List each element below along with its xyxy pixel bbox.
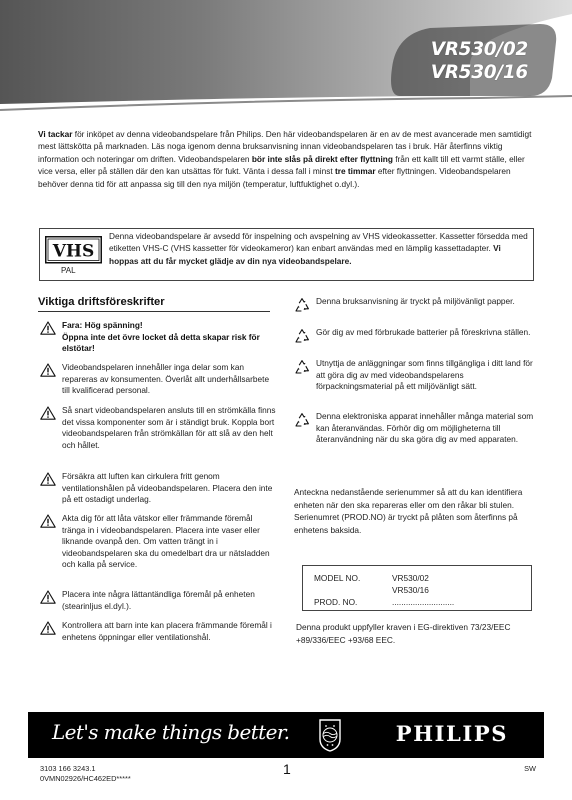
warning-triangle-icon — [40, 621, 56, 635]
intro-paragraph — [38, 128, 534, 190]
prod-no-value: ........................... — [392, 597, 455, 607]
safety-item-text: Akta dig för att låta vätskor eller främmande föremål tränga in i videobandspelaren. Placera inte vaser eller liknande ovanpå den. Om vatten trängt in i videobandspelaren ska du omedelbart dra ur nätsladden och kalla på service. — [62, 513, 270, 570]
intro-bold-3: tre timmar — [335, 166, 376, 177]
vhs-info-box — [39, 228, 534, 281]
intro-bold-1: Vi tackar — [38, 129, 73, 139]
footer-band — [28, 712, 544, 758]
pal-label: PAL — [61, 266, 76, 275]
intro-bold-2: bör inte slås på direkt efter flyttning — [251, 153, 393, 164]
warning-triangle-icon — [40, 590, 56, 604]
ec-directive-note: Denna produkt uppfyller kraven i EG-direktiven 73/23/EEC +89/336/EEC +93/68 EEC. — [296, 622, 511, 645]
page-number: 1 — [283, 761, 291, 777]
recycle-icon — [294, 297, 310, 313]
model-title-line2: VR530/16 — [430, 62, 528, 83]
warning-triangle-icon — [40, 472, 56, 486]
vhs-description — [109, 230, 529, 267]
warning-triangle-icon — [40, 321, 56, 335]
safety-item-text: Så snart videobandspelaren ansluts till en strömkälla finns det vissa komponenter som är i ständigt bruk. Koppla bort videobandspelaren från strömkällan för att slå av den helt och hållet. — [62, 405, 276, 450]
philips-brand: PHILIPS — [395, 721, 508, 746]
intro-text-3: efter flyttningen. Videobandspelaren behöver denna tid för att anpassa sig till den nya miljön (temperatur, luftfuktighet o.dyl.). — [38, 166, 511, 189]
warning-triangle-icon — [40, 514, 56, 528]
philips-slogan: Let's make things better. — [52, 720, 290, 744]
safety-heading: Viktiga driftsföreskrifter — [38, 296, 270, 312]
recycle-icon — [294, 328, 310, 344]
language-code: SW — [524, 764, 536, 773]
environment-item-text: Utnyttja de anläggningar som finns tillgängliga i ditt land för att göra dig av med videobandspelarens förpackningsmaterial på ett miljövänligt sätt. — [316, 358, 533, 392]
model-no-value-1: VR530/02 — [392, 573, 429, 583]
vhs-logo-text: VHS — [52, 241, 95, 262]
environment-item-text: Gör dig av med förbrukade batterier på föreskrivna ställen. — [316, 327, 531, 337]
recycle-icon — [294, 359, 310, 375]
vhs-bold-text: Vi hoppas att du får mycket glädje av din nya videobandspelare. — [109, 243, 501, 266]
model-no-label: MODEL NO. — [314, 573, 361, 583]
safety-item-text: Kontrollera att barn inte kan placera främmande föremål i enhetens öppningar eller ventilationshål. — [62, 620, 272, 642]
intro-text-2: från ett kallt till ett varmt ställe, eller vice versa, eller på ställen där den kan utsättas för fukt. Vänta i dessa fall i minst — [38, 153, 525, 177]
document-code-1: 3103 166 3243.1 — [40, 764, 96, 773]
model-title — [431, 38, 528, 84]
model-title-line1: VR530/02 — [430, 39, 528, 60]
recycle-icon — [294, 412, 310, 428]
model-no-value-2: VR530/16 — [392, 585, 429, 595]
prod-no-label: PROD. NO. — [314, 597, 358, 607]
serial-number-note: Anteckna nedanstående serienummer så att du kan identifiera enheten när den ska repareras eller om den råkar bli stulen. Serienumret (PROD.NO) är tryckt på plåten som återfinns på enhetens baksida. — [294, 487, 523, 535]
safety-item-text: Fara: Hög spänning! Öppna inte det övre locket då detta skapar risk för elstötar! — [62, 320, 260, 354]
philips-shield-icon — [318, 717, 342, 753]
document-code-2: 0VMN02926/HC462ED***** — [40, 774, 131, 783]
intro-text-1: för inköpet av denna videobandspelare från Philips. Den här videobandspelaren är en av de mest avancerade men samtidigt mest lättskötta på marknaden. Läs noga igenom denna bruksanvisning innan videobandspelaren tas i bruk. Här återfinns viktig information och noteringar om driften. Videobandspelaren — [38, 129, 532, 164]
environment-item-text: Denna bruksanvisning är tryckt på miljövänligt papper. — [316, 296, 515, 306]
safety-item-text: Videobandspelaren innehåller inga delar som kan repareras av konsumenten. Överlåt allt underhållsarbete till kvalificerad personal. — [62, 362, 270, 396]
safety-item-text: Placera inte några lättantändliga föremål på enheten (stearinljus el.dyl.). — [62, 589, 255, 611]
warning-triangle-icon — [40, 363, 56, 377]
environment-item-text: Denna elektroniska apparat innehåller många material som kan återanvändas. Förhör dig om möjligheterna till återanvändning när du ska göra dig av med apparaten. — [316, 411, 534, 445]
warning-triangle-icon — [40, 406, 56, 420]
model-number-box — [302, 565, 532, 611]
safety-item-text: Försäkra att luften kan cirkulera fritt genom ventilationshålen på videobandspelaren. Placera den inte på ett ostadigt underlag. — [62, 471, 273, 505]
vhs-text: Denna videobandspelare är avsedd för inspelning och avspelning av VHS videokassetter. Kassetter försedda med etiketten VHS-C (VHS kassetter för videokameror) kan enbart användas med en lämplig kassettadapter. — [109, 231, 528, 254]
